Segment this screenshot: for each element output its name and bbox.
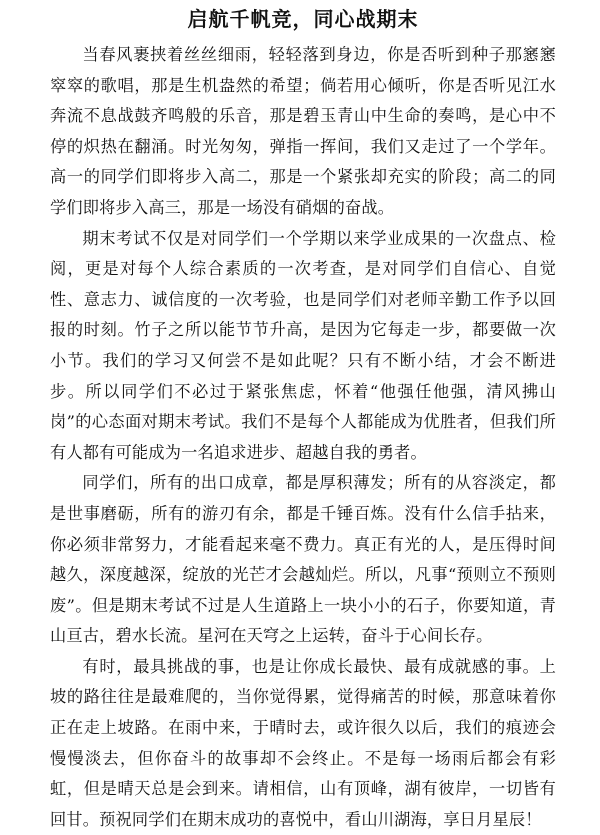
paragraph-2: 期末考试不仅是对同学们一个学期以来学业成果的一次盘点、检阅，更是对每个人综合素质的一次考查，是对同学们自信心、自觉性、意志力、诚信度的一次考验，也是同学们对老师辛勤工作予以回报的时刻。竹子之所以能节节升高，是因为它每走一步，都要做一次小节。我们的学习又何尝不是如此呢？只有不断小结，才会不断进步。所以同学们不必过于紧张焦虑，怀着“他强任他强，清风拂山岗”的心态面对期末考试。我们不是每个人都能成为优胜者，但我们所有人都有可能成为一名追求进步、超越自我的勇者。 — [50, 228, 556, 462]
paragraph-4: 有时，最具挑战的事，也是让你成长最快、最有成就感的事。上坡的路往往是最难爬的，当你觉得累，觉得痛苦的时候，那意味着你正在走上坡路。在雨中来，于晴时去，或许很久以后，我们的痕迹会慢慢淡去，但你奋斗的故事却不会终止。不是每一场雨后都会有彩虹，但是晴天总是会到来。请相信，山有顶峰，湖有彼岸，一切皆有回甘。预祝同学们在期末成功的喜悦中，看山川湖海，享日月星辰！ — [50, 656, 556, 829]
document-title: 启航千帆竞，同心战期末 — [187, 7, 419, 31]
paragraph-3: 同学们，所有的出口成章，都是厚积薄发；所有的从容淡定，都是世事磨砺，所有的游刃有余，都是千锤百炼。没有什么信手拈来，你必须非常努力，才能看起来毫不费力。真正有光的人，是压得时间越久，深度越深，绽放的光芒才会越灿烂。所以，凡事“预则立不预则废”。但是期末考试不过是人生道路上一块小小的石子，你要知道，青山亘古，碧水长流。星河在天穹之上运转，奋斗于心间长存。 — [50, 473, 556, 646]
paragraph-1: 当春风裹挟着丝丝细雨，轻轻落到身边，你是否听到种子那窸窸窣窣的歌唱，那是生机盎然的希望；倘若用心倾听，你是否听见江水奔流不息战鼓齐鸣般的乐音，那是碧玉青山中生命的奏鸣，是心中不停的炽热在翻涌。时光匆匆，弹指一挥间，我们又走过了一个学年。高一的同学们即将步入高二，那是一个紧张却充实的阶段；高二的同学们即将步入高三，那是一场没有硝烟的奋战。 — [50, 45, 556, 217]
